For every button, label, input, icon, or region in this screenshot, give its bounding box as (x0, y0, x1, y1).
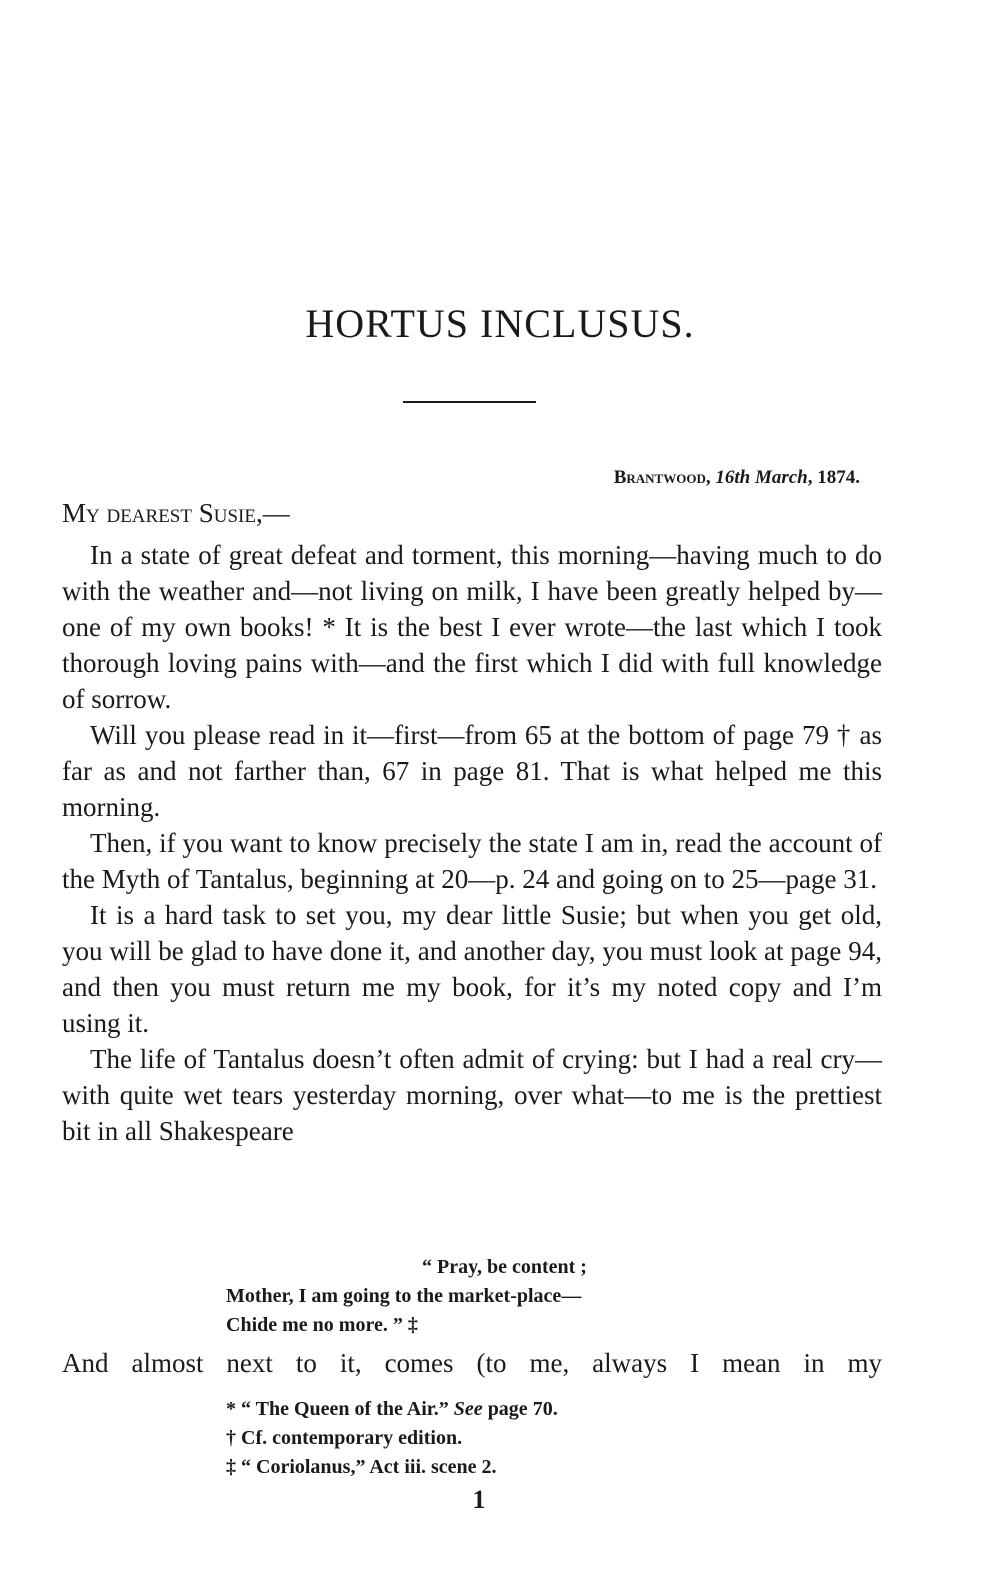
dateline-place: Brantwood (613, 467, 706, 488)
paragraph: It is a hard task to set you, my dear little Susie; but when you get old, you will be glad to have done it, and another day, you must look at page 94, and then you must return me my book, for it’s my noted copy and I’m using it. (62, 900, 882, 1038)
paragraph: The life of Tantalus doesn’t often admit of crying: but I had a real cry—with quite wet tears yesterday morning, over what—to me is the prettiest bit in all Shakespeare (62, 1044, 882, 1146)
footnotes (226, 1395, 826, 1482)
footnote (226, 1453, 826, 1482)
title-divider (403, 401, 536, 403)
page-title: HORTUS INCLUSUS. (305, 301, 695, 346)
paragraph: Will you please read in it—first—from 65 at the bottom of page 79 † as far as and not farther than, 67 in page 81. That is what helped me this morning. (62, 720, 882, 822)
footnote (226, 1395, 826, 1424)
paragraph: In a state of great defeat and torment, this morning—having much to do with the weather and—not living on milk, I have been greatly helped by—one of my own books! * It is the best I ever wrote—the last which I took thorough loving pains with—and the first which I did with full knowledge of sorrow. (62, 540, 882, 714)
quote-line: “ Pray, be content ; (422, 1256, 587, 1278)
quote-line: Mother, I am going to the market-place— (226, 1285, 582, 1307)
footnote-mark: * (226, 1398, 236, 1420)
footnote-see: See (453, 1398, 483, 1420)
footnote-text: “ Coriolanus,” Act iii. scene 2. (241, 1456, 497, 1478)
footnote-ref: page 70. (487, 1398, 558, 1420)
footnote-mark: † (226, 1427, 236, 1449)
footnote-text: “ The Queen of the Air.” (241, 1398, 449, 1420)
footnote-mark: ‡ (226, 1456, 236, 1478)
dateline-month: March (754, 467, 808, 488)
paragraph: Then, if you want to know precisely the state I am in, read the account of the Myth of Tantalus, beginning at 20—p. 24 and going on to 25—page 31. (62, 828, 882, 894)
page-number: 1 (472, 1485, 486, 1514)
shakespeare-quote (226, 1253, 746, 1340)
letter-body (62, 537, 882, 1149)
footnote (226, 1424, 826, 1453)
dateline-day: 16th (715, 467, 751, 488)
footnote-text: Cf. contemporary edition. (241, 1427, 463, 1449)
continuation-line: And almost next to it, comes (to me, always I mean in my (62, 1348, 882, 1378)
dateline-year: 1874. (817, 467, 860, 488)
quote-line: Chide me no more. ” ‡ (226, 1314, 418, 1336)
dateline: Brantwood, 16th March, 1874. (613, 467, 860, 488)
salutation: My dearest Susie,— (62, 498, 290, 528)
